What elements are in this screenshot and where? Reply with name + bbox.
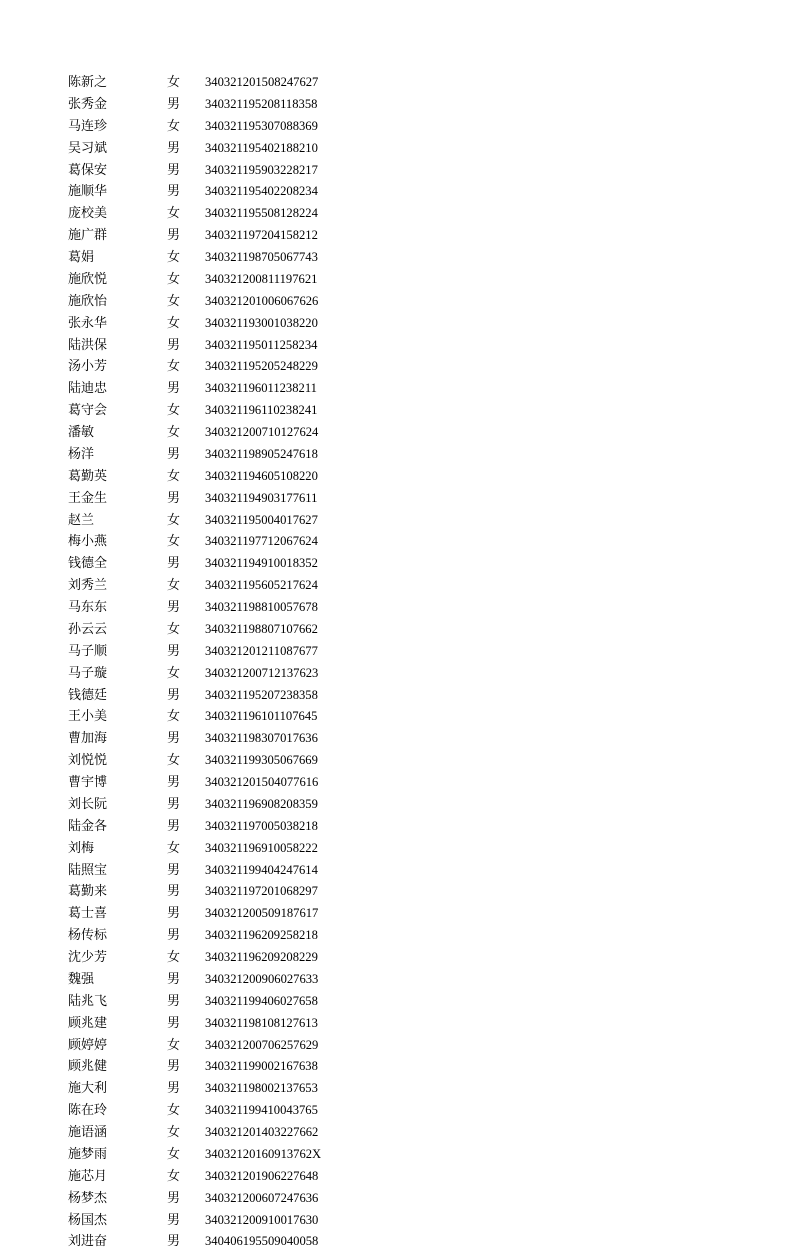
list-row xyxy=(0,1100,793,1122)
person-gender: 女 xyxy=(167,271,181,287)
person-id-number: 340321197005038218 xyxy=(205,818,318,833)
person-id-number: 340321197712067624 xyxy=(205,534,318,549)
person-gender: 女 xyxy=(167,950,181,965)
person-gender: 男 xyxy=(167,162,181,178)
list-row xyxy=(0,291,793,313)
person-name: 施欣悦 xyxy=(68,271,108,287)
person-id-number: 340321197204158212 xyxy=(205,228,318,243)
person-gender: 女 xyxy=(167,1037,181,1053)
person-id-number: 34032120160913762X xyxy=(205,1146,322,1161)
person-gender: 女 xyxy=(167,753,181,769)
person-name: 赵兰 xyxy=(68,512,95,528)
person-id-number: 340321194605108220 xyxy=(205,468,318,483)
list-row xyxy=(0,1210,793,1232)
person-gender: 女 xyxy=(167,293,181,309)
list-row xyxy=(0,1188,793,1210)
list-row xyxy=(0,225,793,247)
person-id-number: 340321196110238241 xyxy=(205,403,318,418)
person-gender: 女 xyxy=(167,315,181,331)
person-id-number: 340321195402208234 xyxy=(205,184,318,199)
list-row xyxy=(0,488,793,510)
list-row xyxy=(0,1122,793,1144)
list-row xyxy=(0,772,793,794)
list-row xyxy=(0,1078,793,1100)
person-name: 陆洪保 xyxy=(68,337,108,353)
list-row xyxy=(0,335,793,357)
person-id-number: 340321195004017627 xyxy=(205,512,318,527)
list-row xyxy=(0,794,793,816)
person-id-number: 340321201504077616 xyxy=(205,775,319,789)
person-gender: 男 xyxy=(167,184,181,200)
person-name: 葛娟 xyxy=(68,250,95,265)
list-row xyxy=(0,575,793,597)
person-id-number: 340321201906227648 xyxy=(205,1168,319,1183)
list-row xyxy=(0,750,793,772)
person-name: 顾兆健 xyxy=(68,1059,108,1075)
person-name: 葛士喜 xyxy=(68,906,108,922)
person-gender: 女 xyxy=(167,403,181,419)
list-row xyxy=(0,881,793,903)
person-id-number: 340321196910058222 xyxy=(205,840,318,855)
list-row xyxy=(0,1231,793,1253)
person-name: 沈少芳 xyxy=(68,950,108,965)
person-gender: 男 xyxy=(167,446,181,462)
person-gender: 男 xyxy=(167,906,181,922)
person-gender: 男 xyxy=(167,140,181,156)
person-id-number: 340321200906027633 xyxy=(205,971,319,986)
person-gender: 女 xyxy=(167,359,181,375)
list-row xyxy=(0,269,793,291)
person-id-number: 340321196908208359 xyxy=(205,796,318,811)
person-id-number: 340321195903228217 xyxy=(205,162,318,177)
person-gender: 女 xyxy=(167,578,181,594)
list-row xyxy=(0,116,793,138)
person-name: 梅小燕 xyxy=(68,534,108,550)
person-gender: 女 xyxy=(167,206,181,222)
person-name: 施梦雨 xyxy=(68,1146,108,1162)
person-gender: 男 xyxy=(167,687,181,703)
person-gender: 女 xyxy=(167,118,181,134)
person-name: 潘敏 xyxy=(68,425,95,440)
person-id-number: 340321196209258218 xyxy=(205,928,318,943)
person-id-number: 340321201211087677 xyxy=(205,643,318,658)
person-gender: 男 xyxy=(167,381,181,397)
person-gender: 男 xyxy=(167,1081,181,1097)
person-gender: 男 xyxy=(167,1190,181,1206)
list-row xyxy=(0,728,793,750)
list-row xyxy=(0,1056,793,1078)
person-gender: 男 xyxy=(167,775,181,790)
person-gender: 男 xyxy=(167,993,181,1009)
list-row xyxy=(0,313,793,335)
person-gender: 女 xyxy=(167,75,181,90)
list-row xyxy=(0,969,793,991)
person-id-number: 340321200607247636 xyxy=(205,1190,319,1205)
person-id-number: 340406195509040058 xyxy=(205,1234,319,1249)
person-id-number: 340321195508128224 xyxy=(205,206,318,221)
list-row xyxy=(0,860,793,882)
person-name: 陈新之 xyxy=(68,75,108,90)
person-name: 钱德廷 xyxy=(68,687,108,703)
person-name: 王金生 xyxy=(68,490,108,506)
person-id-number: 340321195011258234 xyxy=(205,337,318,352)
list-row xyxy=(0,816,793,838)
person-name: 顾兆建 xyxy=(68,1015,108,1031)
person-name: 马连珍 xyxy=(68,118,108,134)
person-gender: 男 xyxy=(167,600,181,615)
person-gender: 女 xyxy=(167,425,181,440)
person-id-number: 340321200811197621 xyxy=(205,271,318,286)
list-row xyxy=(0,247,793,269)
person-gender: 女 xyxy=(167,534,181,550)
person-name: 杨洋 xyxy=(68,446,95,462)
person-name: 刘进奋 xyxy=(68,1234,108,1250)
person-gender: 女 xyxy=(167,621,181,637)
person-name: 马东东 xyxy=(68,600,108,615)
list-row xyxy=(0,685,793,707)
person-name: 顾婷婷 xyxy=(68,1037,108,1053)
person-gender: 男 xyxy=(167,556,181,572)
person-id-number: 340321198108127613 xyxy=(205,1015,318,1030)
person-id-number: 340321195208118358 xyxy=(205,96,318,111)
person-gender: 男 xyxy=(167,862,181,878)
person-list xyxy=(0,72,793,1253)
person-id-number: 340321196011238211 xyxy=(205,381,317,396)
list-row xyxy=(0,991,793,1013)
person-gender: 女 xyxy=(167,1146,181,1162)
list-row xyxy=(0,706,793,728)
person-id-number: 340321199406027658 xyxy=(205,993,318,1008)
person-name: 钱德全 xyxy=(68,556,108,572)
person-id-number: 340321198307017636 xyxy=(205,731,318,746)
list-row xyxy=(0,160,793,182)
person-id-number: 340321199002167638 xyxy=(205,1059,318,1074)
person-name: 刘悦悦 xyxy=(68,753,108,769)
person-name: 施顺华 xyxy=(68,184,108,200)
list-row xyxy=(0,531,793,553)
person-name: 葛勤来 xyxy=(68,884,108,900)
person-gender: 男 xyxy=(167,337,181,353)
person-name: 马子顺 xyxy=(68,643,108,659)
person-gender: 男 xyxy=(167,928,181,944)
list-row xyxy=(0,400,793,422)
person-gender: 女 xyxy=(167,840,181,856)
person-gender: 男 xyxy=(167,643,181,659)
person-gender: 女 xyxy=(167,250,181,265)
person-gender: 男 xyxy=(167,796,181,812)
person-name: 陆兆飞 xyxy=(68,993,108,1009)
list-row xyxy=(0,1013,793,1035)
person-id-number: 340321197201068297 xyxy=(205,884,318,899)
person-gender: 女 xyxy=(167,665,181,681)
person-name: 施大利 xyxy=(68,1081,108,1097)
list-row xyxy=(0,356,793,378)
person-name: 魏强 xyxy=(68,971,95,987)
person-name: 陆金各 xyxy=(68,818,108,834)
person-name: 马子璇 xyxy=(68,665,108,681)
person-id-number: 340321198807107662 xyxy=(205,621,318,636)
list-row xyxy=(0,947,793,969)
person-id-number: 340321201508247627 xyxy=(205,75,319,89)
list-row xyxy=(0,553,793,575)
list-row xyxy=(0,203,793,225)
list-row xyxy=(0,72,793,94)
person-name: 王小美 xyxy=(68,709,108,725)
person-id-number: 340321196209208229 xyxy=(205,950,318,964)
person-name: 陆迪忠 xyxy=(68,381,108,397)
person-id-number: 340321200509187617 xyxy=(205,906,319,921)
person-id-number: 340321198905247618 xyxy=(205,446,318,461)
person-gender: 男 xyxy=(167,1212,181,1228)
person-name: 吴习斌 xyxy=(68,140,108,156)
list-row xyxy=(0,663,793,685)
person-id-number: 340321199305067669 xyxy=(205,753,318,768)
person-name: 葛守会 xyxy=(68,403,108,419)
list-row xyxy=(0,510,793,532)
person-name: 孙云云 xyxy=(68,621,108,637)
person-id-number: 340321198810057678 xyxy=(205,600,318,614)
person-id-number: 340321195205248229 xyxy=(205,359,318,374)
list-row xyxy=(0,181,793,203)
person-name: 张永华 xyxy=(68,315,108,331)
person-id-number: 340321195307088369 xyxy=(205,118,318,133)
person-name: 葛勤英 xyxy=(68,468,108,484)
list-row xyxy=(0,466,793,488)
list-row xyxy=(0,1166,793,1188)
person-name: 施语涵 xyxy=(68,1125,108,1140)
person-name: 陈在玲 xyxy=(68,1103,108,1119)
person-id-number: 340321200712137623 xyxy=(205,665,319,680)
person-name: 汤小芳 xyxy=(68,359,108,375)
list-row xyxy=(0,925,793,947)
person-name: 张秀金 xyxy=(68,96,108,112)
list-row xyxy=(0,1035,793,1057)
person-name: 曹宇博 xyxy=(68,775,108,790)
list-row xyxy=(0,422,793,444)
person-id-number: 340321199404247614 xyxy=(205,862,318,877)
list-row xyxy=(0,838,793,860)
person-name: 刘梅 xyxy=(68,840,95,856)
person-gender: 男 xyxy=(167,731,181,747)
list-row xyxy=(0,903,793,925)
person-id-number: 340321195402188210 xyxy=(205,140,318,155)
person-gender: 女 xyxy=(167,1168,181,1184)
person-id-number: 340321198002137653 xyxy=(205,1081,318,1096)
person-id-number: 340321200710127624 xyxy=(205,425,319,439)
person-name: 施欣怡 xyxy=(68,293,108,309)
list-row xyxy=(0,619,793,641)
person-name: 杨梦杰 xyxy=(68,1190,108,1206)
person-gender: 男 xyxy=(167,228,181,244)
person-name: 刘长阮 xyxy=(68,796,108,812)
person-gender: 男 xyxy=(167,1234,181,1250)
person-name: 刘秀兰 xyxy=(68,578,108,594)
list-row xyxy=(0,597,793,619)
person-id-number: 340321195605217624 xyxy=(205,578,318,593)
person-name: 杨传标 xyxy=(68,928,108,944)
person-gender: 女 xyxy=(167,1103,181,1119)
person-name: 曹加海 xyxy=(68,731,108,747)
list-row xyxy=(0,1144,793,1166)
person-gender: 女 xyxy=(167,512,181,528)
person-id-number: 340321200910017630 xyxy=(205,1212,319,1227)
person-id-number: 340321194903177611 xyxy=(205,490,318,505)
person-id-number: 340321195207238358 xyxy=(205,687,318,702)
person-name: 杨国杰 xyxy=(68,1212,108,1228)
person-gender: 男 xyxy=(167,818,181,834)
person-gender: 男 xyxy=(167,490,181,506)
person-id-number: 340321201403227662 xyxy=(205,1125,319,1139)
list-row xyxy=(0,641,793,663)
list-row xyxy=(0,378,793,400)
person-name: 施芯月 xyxy=(68,1168,108,1184)
person-gender: 女 xyxy=(167,709,181,725)
person-id-number: 340321196101107645 xyxy=(205,709,318,724)
person-name: 葛保安 xyxy=(68,162,108,178)
person-name: 施广群 xyxy=(68,228,108,244)
person-name: 庞校美 xyxy=(68,206,108,222)
person-gender: 男 xyxy=(167,971,181,987)
person-id-number: 340321198705067743 xyxy=(205,250,318,264)
person-gender: 男 xyxy=(167,96,181,112)
person-gender: 男 xyxy=(167,884,181,900)
person-gender: 男 xyxy=(167,1015,181,1031)
person-name: 陆照宝 xyxy=(68,862,108,878)
list-row xyxy=(0,444,793,466)
person-gender: 女 xyxy=(167,468,181,484)
person-id-number: 340321201006067626 xyxy=(205,293,319,308)
person-id-number: 340321199410043765 xyxy=(205,1103,318,1118)
person-gender: 男 xyxy=(167,1059,181,1075)
list-row xyxy=(0,94,793,116)
person-gender: 女 xyxy=(167,1125,181,1140)
person-id-number: 340321193001038220 xyxy=(205,315,318,330)
person-id-number: 340321200706257629 xyxy=(205,1037,319,1052)
list-row xyxy=(0,138,793,160)
person-id-number: 340321194910018352 xyxy=(205,556,318,571)
